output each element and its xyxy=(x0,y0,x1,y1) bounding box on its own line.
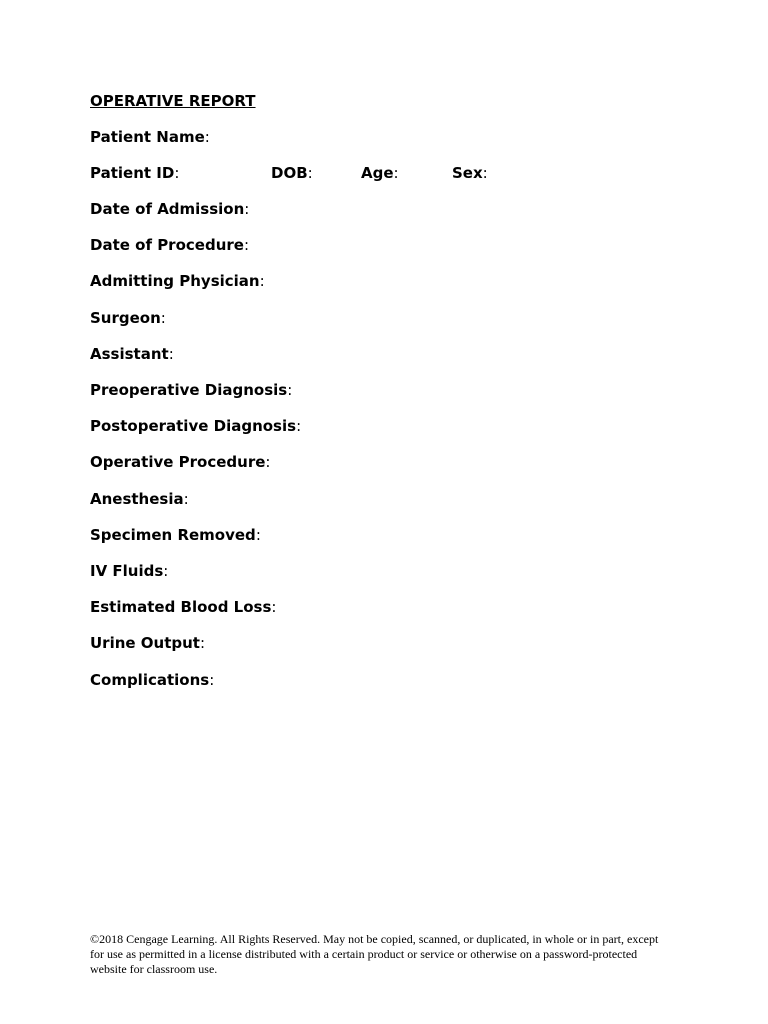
colon: : xyxy=(244,200,250,218)
field-date-of-procedure xyxy=(90,235,249,255)
field-preoperative-diagnosis xyxy=(90,380,292,400)
colon: : xyxy=(393,164,399,182)
colon: : xyxy=(259,272,265,290)
document-page xyxy=(90,0,680,1024)
field-surgeon xyxy=(90,308,166,328)
colon: : xyxy=(160,309,166,327)
label-surgeon: Surgeon xyxy=(90,309,161,327)
colon: : xyxy=(243,236,250,254)
colon: : xyxy=(307,164,313,182)
label-urine-output: Urine Output xyxy=(90,634,200,652)
colon: : xyxy=(255,526,261,544)
label-dob: DOB xyxy=(271,164,308,182)
field-postoperative-diagnosis xyxy=(90,416,301,436)
colon: : xyxy=(174,164,180,182)
field-date-of-admission xyxy=(90,199,249,219)
report-title: OPERATIVE REPORT xyxy=(90,92,256,110)
label-patient-id: Patient ID xyxy=(90,164,175,182)
copyright-footer: ©2018 Cengage Learning. All Rights Reserved. May not be copied, scanned, or duplicated, in whole or in part, except for use as permitted in a license distributed with a certain product or service or otherwise on a password-protected website for classroom use. xyxy=(90,932,659,976)
label-estimated-blood-loss: Estimated Blood Loss xyxy=(90,598,272,616)
field-patient-id xyxy=(90,163,179,183)
field-complications xyxy=(90,670,214,690)
field-dob xyxy=(271,163,313,183)
field-anesthesia xyxy=(90,489,189,509)
colon: : xyxy=(168,345,174,363)
colon: : xyxy=(199,634,206,652)
field-age xyxy=(361,163,399,183)
colon: : xyxy=(204,128,210,146)
label-preoperative-diagnosis: Preoperative Diagnosis xyxy=(90,381,288,399)
label-specimen-removed: Specimen Removed xyxy=(90,526,256,544)
field-admitting-physician xyxy=(90,271,265,291)
label-admitting-physician: Admitting Physician xyxy=(90,272,260,290)
label-age: Age xyxy=(361,164,394,182)
field-iv-fluids xyxy=(90,561,168,581)
field-operative-procedure xyxy=(90,452,270,472)
label-complications: Complications xyxy=(90,671,210,689)
colon: : xyxy=(163,562,169,580)
label-date-of-procedure: Date of Procedure xyxy=(90,236,244,254)
field-patient-name xyxy=(90,127,210,147)
colon: : xyxy=(183,490,189,508)
label-sex: Sex xyxy=(452,164,483,182)
field-urine-output xyxy=(90,633,205,653)
colon: : xyxy=(265,453,271,471)
label-operative-procedure: Operative Procedure xyxy=(90,453,266,471)
label-assistant: Assistant xyxy=(90,345,169,363)
label-iv-fluids: IV Fluids xyxy=(90,562,164,580)
colon: : xyxy=(209,671,215,689)
label-patient-name: Patient Name xyxy=(90,128,205,146)
field-estimated-blood-loss xyxy=(90,597,276,617)
colon: : xyxy=(271,598,277,616)
label-postoperative-diagnosis: Postoperative Diagnosis xyxy=(90,417,297,435)
field-specimen-removed xyxy=(90,525,261,545)
field-sex xyxy=(452,163,488,183)
colon: : xyxy=(482,164,488,182)
field-assistant xyxy=(90,344,174,364)
label-anesthesia: Anesthesia xyxy=(90,490,184,508)
colon: : xyxy=(296,417,302,435)
label-date-of-admission: Date of Admission xyxy=(90,200,245,218)
colon: : xyxy=(287,381,293,399)
